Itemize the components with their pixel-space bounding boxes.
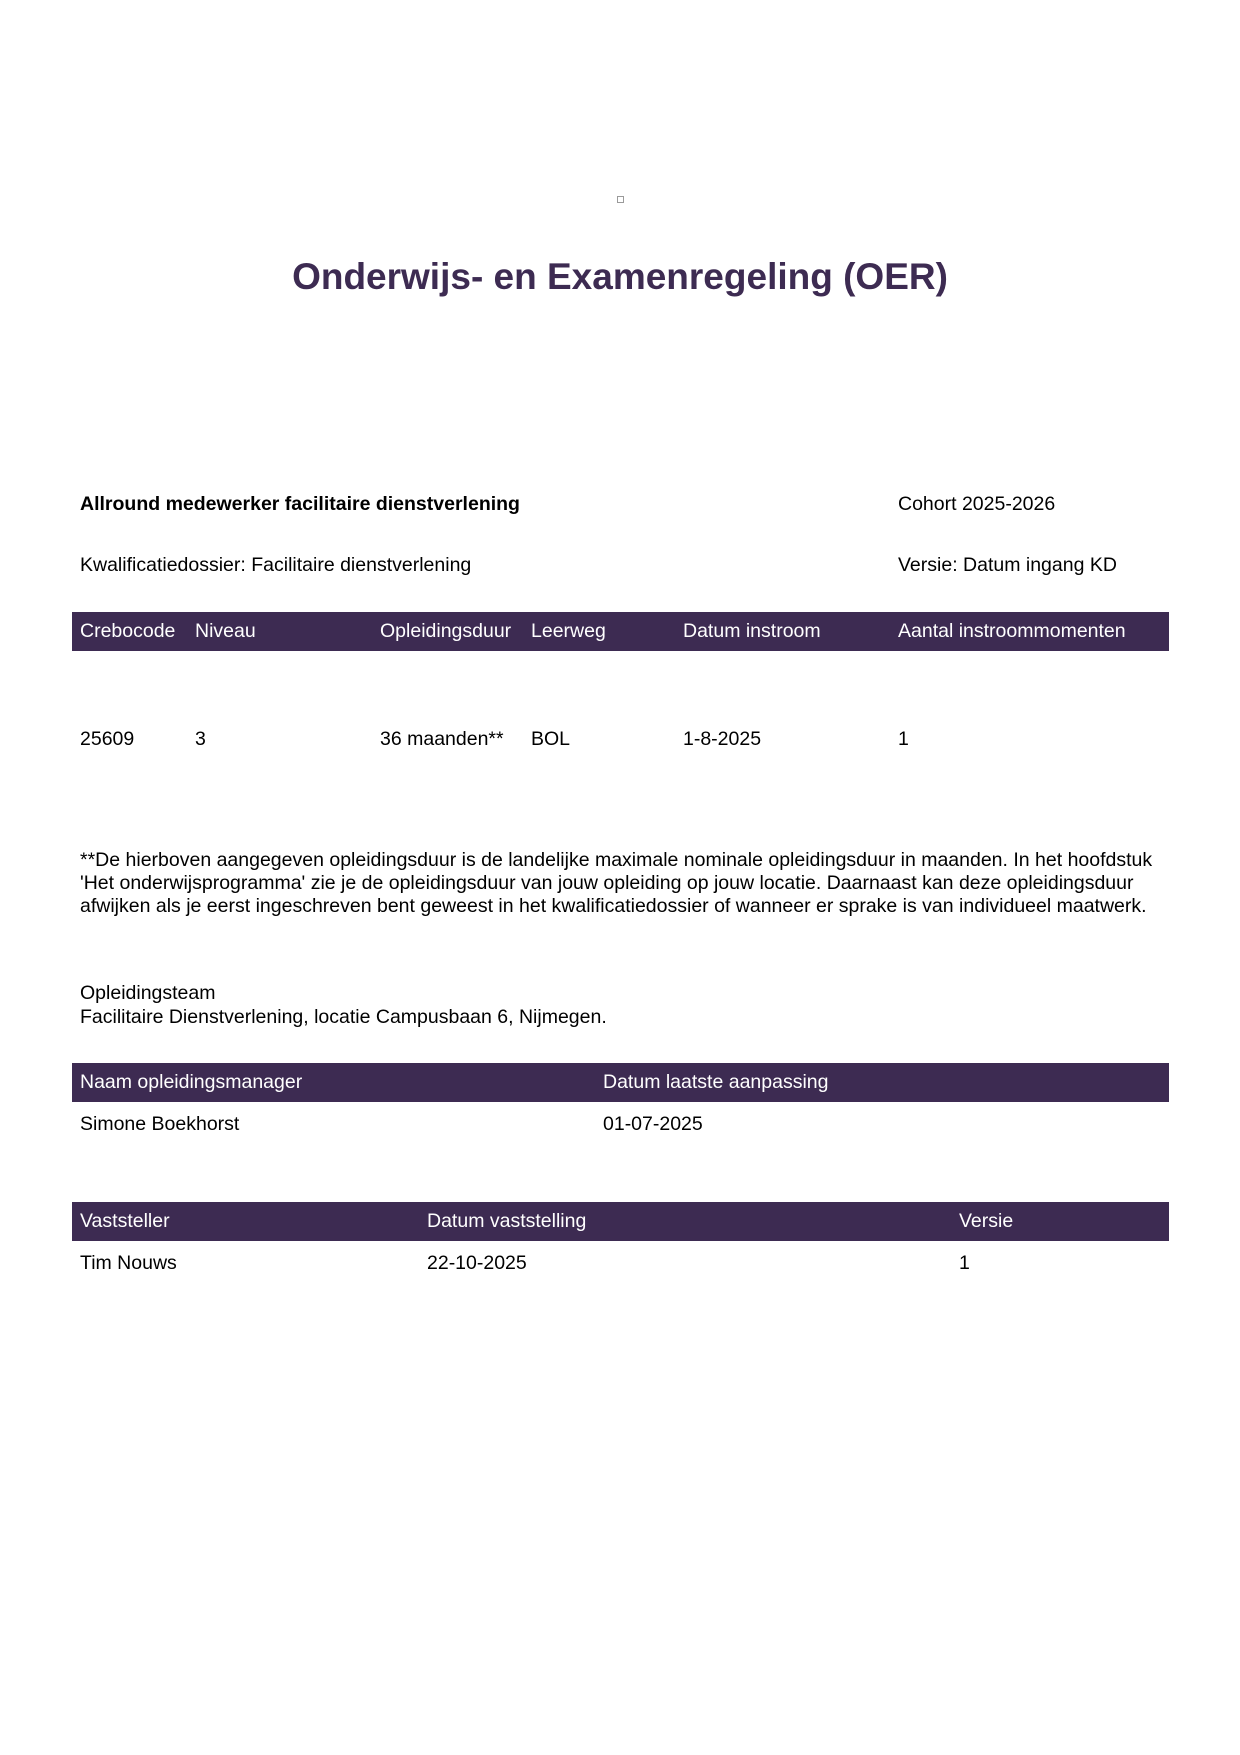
manager-table-header [72,1063,1169,1102]
header-crebocode: Crebocode [80,620,176,642]
cell-manager-name: Simone Boekhorst [80,1113,240,1135]
cell-datum-vaststelling: 22-10-2025 [427,1252,527,1274]
version-label: Versie: Datum ingang KD [898,554,1117,576]
header-versie: Versie [959,1210,1014,1232]
kd-label: Kwalificatiedossier: Facilitaire dienstverlening [80,554,472,576]
team-label: Opleidingsteam [80,982,216,1004]
cell-niveau: 3 [195,728,206,750]
approval-table-header [72,1202,1169,1241]
header-niveau: Niveau [195,620,256,642]
footnote: **De hierboven aangegeven opleidingsduur is de landelijke maximale nominale opleidingsduur in maanden. In het hoofdstuk 'Het onderwijsprogramma' zie je de opleidingsduur van jouw opleiding op jouw locatie. Daarnaast kan deze opleidingsduur afwijken als je eerst ingeschreven bent geweest in het kwalificatiedossier of wanneer er sprake is van individueel maatwerk. [80,849,1153,917]
header-instroommomenten: Aantal instroommomenten [898,620,1126,642]
main-table-header [72,612,1169,651]
header-last-modified: Datum laatste aanpassing [603,1071,829,1093]
cell-datum-instroom: 1-8-2025 [683,728,762,750]
cell-last-modified: 01-07-2025 [603,1113,703,1135]
header-vaststeller: Vaststeller [80,1210,170,1232]
cohort-label: Cohort 2025-2026 [898,493,1056,515]
cell-versie: 1 [959,1252,970,1274]
cell-vaststeller: Tim Nouws [80,1252,177,1274]
header-manager-name: Naam opleidingsmanager [80,1071,303,1093]
team-description: Facilitaire Dienstverlening, locatie Campusbaan 6, Nijmegen. [80,1006,607,1028]
cell-leerweg: BOL [531,728,571,750]
header-datum-instroom: Datum instroom [683,620,821,642]
header-datum-vaststelling: Datum vaststelling [427,1210,587,1232]
cell-crebocode: 25609 [80,728,135,750]
page-title: Onderwijs- en Examenregeling (OER) [292,256,948,297]
header-opleidingsduur: Opleidingsduur [380,620,512,642]
logo-placeholder-icon [617,196,624,203]
cell-instroommomenten: 1 [898,728,909,750]
program-name: Allround medewerker facilitaire dienstverlening [80,493,520,515]
cell-opleidingsduur: 36 maanden** [380,728,504,750]
header-leerweg: Leerweg [531,620,606,642]
